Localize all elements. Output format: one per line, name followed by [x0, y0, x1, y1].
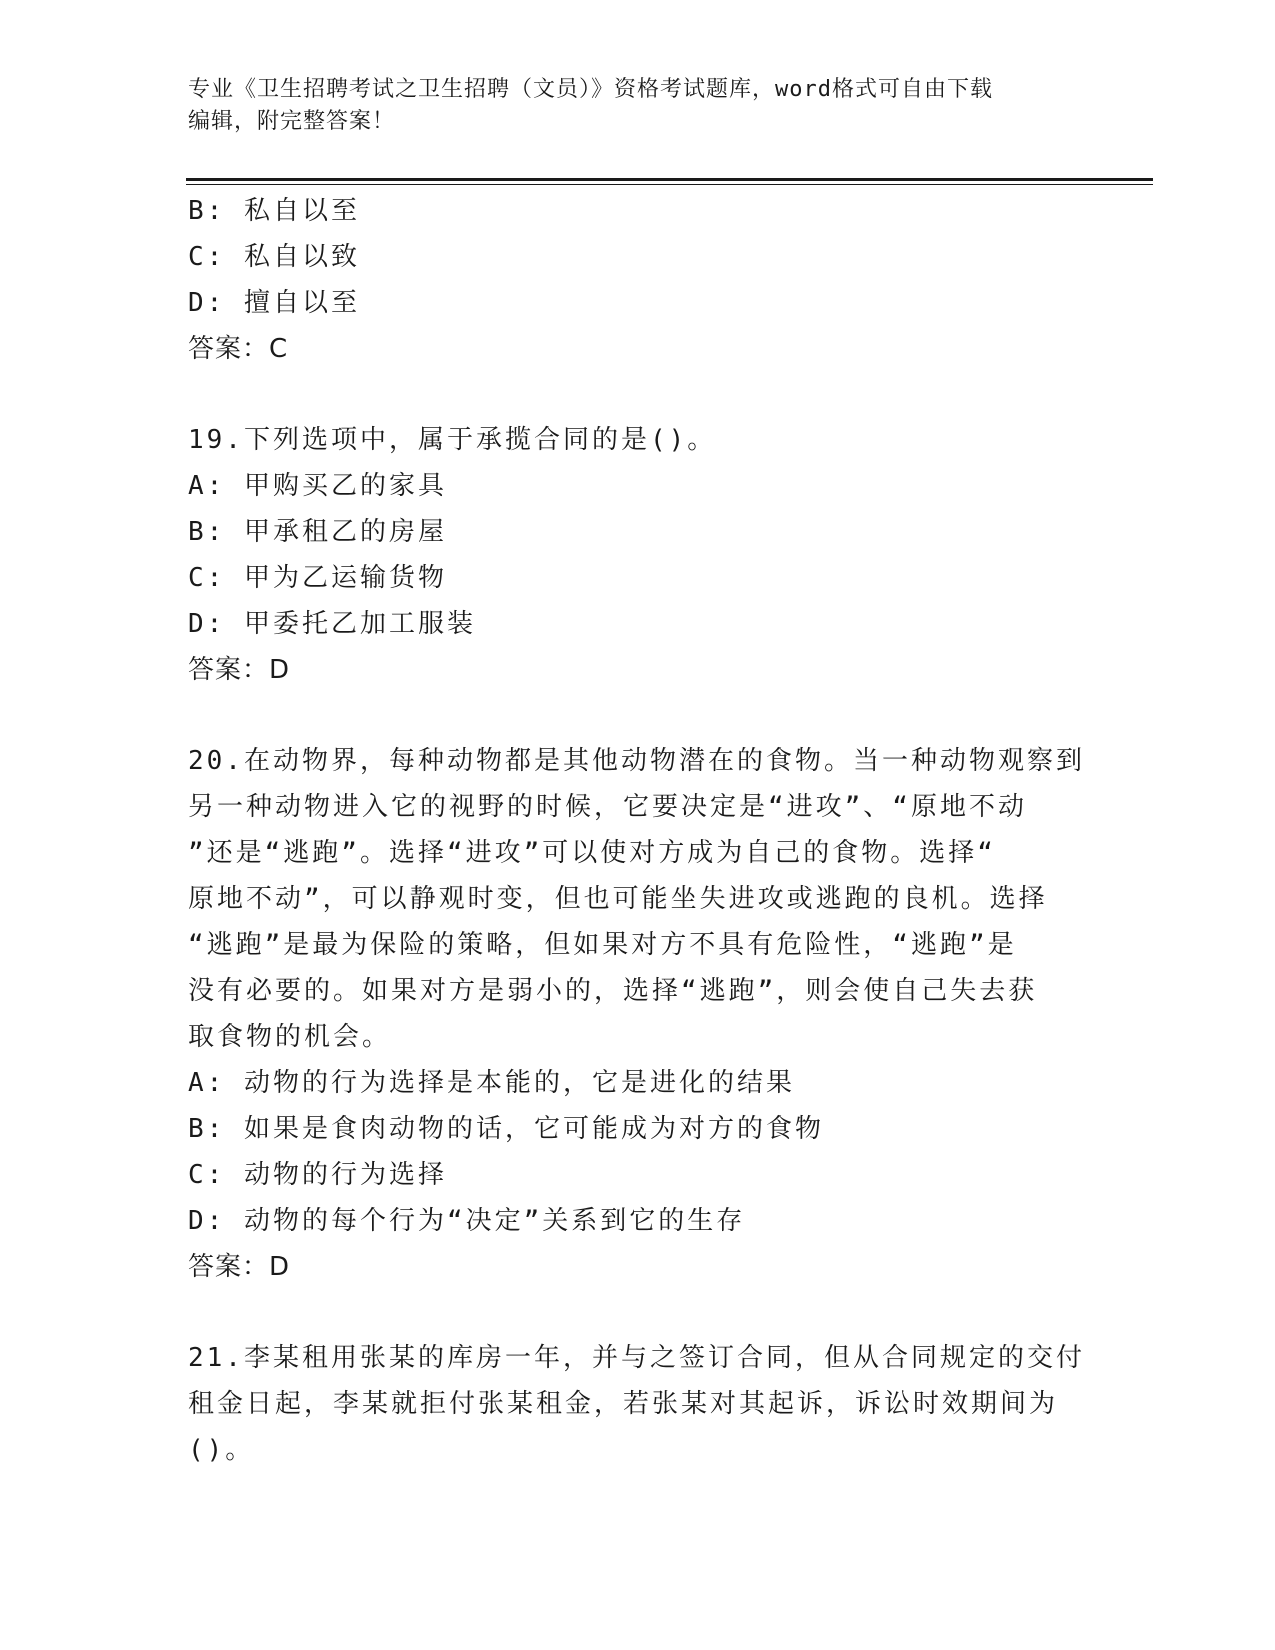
question-stem: 19.下列选项中，属于承揽合同的是()。: [188, 425, 717, 455]
answer: 答案：C: [188, 334, 289, 364]
answer: 答案：D: [188, 655, 291, 685]
option-d: D: 擅自以至: [188, 288, 360, 318]
question-content: [188, 188, 1088, 1473]
question-stem: [188, 1335, 1088, 1473]
header-divider: [186, 178, 1153, 181]
stem-line: 租金日起，李某就拒付张某租金，若张某对其起诉，诉讼时效期间为: [188, 1389, 1059, 1419]
stem-line: ()。: [188, 1435, 255, 1465]
stem-line: ”还是“逃跑”。选择“进攻”可以使对方成为自己的食物。选择“: [188, 838, 996, 868]
option-b: B: 甲承租乙的房屋: [188, 517, 447, 547]
question-stem: [188, 738, 1088, 1060]
document-header: [188, 74, 1088, 138]
question-18: [188, 188, 1088, 372]
stem-line: 20.在动物界，每种动物都是其他动物潜在的食物。当一种动物观察到: [188, 746, 1085, 776]
stem-line: 另一种动物进入它的视野的时候，它要决定是“进攻”、“原地不动: [188, 792, 1027, 822]
option-b: B: 如果是食肉动物的话，它可能成为对方的食物: [188, 1114, 824, 1144]
stem-line: 没有必要的。如果对方是弱小的，选择“逃跑”，则会使自己失去获: [188, 976, 1038, 1006]
header-line-1: 专业《卫生招聘考试之卫生招聘（文员）》资格考试题库，word格式可自由下载: [188, 77, 993, 102]
stem-line: 原地不动”，可以静观时变，但也可能坐失进攻或逃跑的良机。选择: [188, 884, 1048, 914]
question-21: [188, 1335, 1088, 1473]
option-a: A: 甲购买乙的家具: [188, 471, 447, 501]
stem-line: 取食物的机会。: [188, 1022, 392, 1052]
option-c: C: 甲为乙运输货物: [188, 563, 447, 593]
option-a: A: 动物的行为选择是本能的，它是进化的结果: [188, 1068, 795, 1098]
stem-line: 21.李某租用张某的库房一年，并与之签订合同，但从合同规定的交付: [188, 1343, 1085, 1373]
question-20: [188, 738, 1088, 1290]
stem-line: “逃跑”是最为保险的策略，但如果对方不具有危险性，“逃跑”是: [188, 930, 1017, 960]
option-b: B: 私自以至: [188, 196, 360, 226]
header-line-2: 编辑，附完整答案！: [188, 109, 396, 134]
question-19: [188, 417, 1088, 693]
answer: 答案：D: [188, 1252, 291, 1282]
option-c: C: 私自以致: [188, 242, 360, 272]
option-d: D: 动物的每个行为“决定”关系到它的生存: [188, 1206, 746, 1236]
option-d: D: 甲委托乙加工服装: [188, 609, 476, 639]
option-c: C: 动物的行为选择: [188, 1160, 447, 1190]
header-divider-thin: [186, 184, 1153, 185]
